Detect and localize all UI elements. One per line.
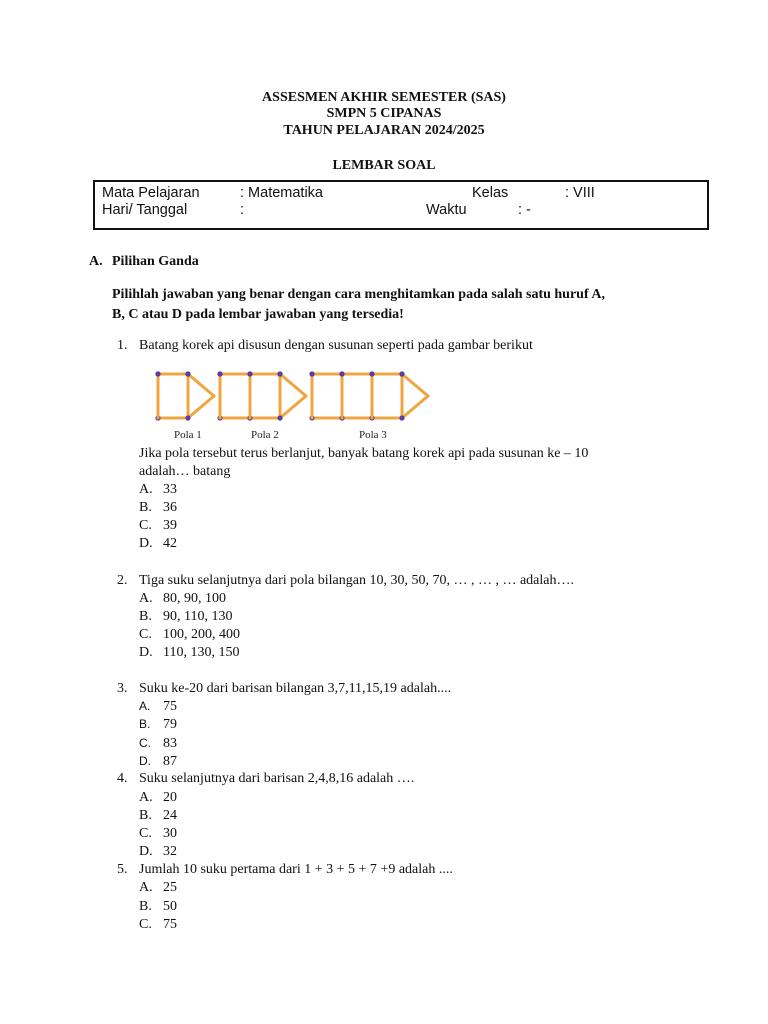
option-letter: C. [139, 627, 152, 642]
option-letter: B. [139, 500, 152, 515]
instruction-line-2: B, C atau D pada lembar jawaban yang tersedia! [112, 307, 404, 322]
option-letter: B. [139, 899, 152, 914]
option-letter: C. [139, 917, 152, 932]
matchstick-head [399, 415, 404, 420]
matchstick [188, 374, 214, 396]
option-letter: A. [139, 591, 153, 606]
question-2-number: 2. [117, 573, 128, 588]
academic-year: TAHUN PELAJARAN 2024/2025 [283, 123, 485, 138]
option-text: 30 [163, 826, 177, 841]
option-text: 25 [163, 880, 177, 895]
matchstick-head [369, 371, 374, 376]
option-text: 75 [163, 917, 177, 932]
question-4-text: Suku selanjutnya dari barisan 2,4,8,16 adalah …. [139, 771, 415, 786]
question-3-number: 3. [117, 681, 128, 696]
option-letter: D. [139, 754, 151, 768]
option-text: 32 [163, 844, 177, 859]
q1-option-c[interactable] [139, 517, 177, 535]
q4-option-c[interactable] [139, 825, 177, 843]
option-letter: C. [139, 518, 152, 533]
matchstick-head [309, 371, 314, 376]
q3-option-d[interactable] [139, 752, 177, 771]
option-text: 83 [163, 736, 177, 751]
matchstick-head [339, 371, 344, 376]
option-letter: B. [139, 609, 152, 624]
option-letter: D. [139, 645, 153, 660]
time-label: Waktu [426, 202, 467, 218]
exam-title: ASSESMEN AKHIR SEMESTER (SAS) [262, 90, 506, 105]
q1-option-d[interactable] [139, 535, 177, 553]
question-5-number: 5. [117, 862, 128, 877]
q4-option-b[interactable] [139, 807, 177, 825]
figure-label-pola-2: Pola 2 [251, 429, 279, 441]
time-value: : - [518, 202, 531, 218]
section-letter: A. [89, 254, 103, 269]
option-text: 110, 130, 150 [163, 645, 240, 660]
q5-option-b[interactable] [139, 898, 177, 916]
option-text: 24 [163, 808, 177, 823]
question-1-number: 1. [117, 338, 128, 353]
q3-option-c[interactable] [139, 734, 177, 753]
matchstick-head [155, 371, 160, 376]
option-text: 80, 90, 100 [163, 591, 226, 606]
option-text: 90, 110, 130 [163, 609, 233, 624]
subject-value: : Matematika [240, 185, 323, 201]
sheet-title: LEMBAR SOAL [332, 158, 436, 173]
section-title: Pilihan Ganda [112, 254, 199, 269]
matchstick-group [155, 371, 428, 420]
option-text: 100, 200, 400 [163, 627, 240, 642]
q1-option-a[interactable] [139, 481, 177, 499]
q2-option-a[interactable] [139, 590, 226, 608]
option-text: 33 [163, 482, 177, 497]
matchstick [280, 374, 306, 396]
matchstick-pattern-figure [150, 366, 440, 442]
option-letter: D. [139, 844, 153, 859]
option-letter: C. [139, 826, 152, 841]
question-3-text: Suku ke-20 dari barisan bilangan 3,7,11,15,19 adalah.... [139, 681, 452, 696]
option-text: 87 [163, 754, 177, 769]
q5-option-c[interactable] [139, 916, 177, 934]
figure-label-pola-1: Pola 1 [174, 429, 202, 441]
subject-label: Mata Pelajaran [102, 185, 200, 201]
question-2-text: Tiga suku selanjutnya dari pola bilangan 10, 30, 50, 70, … , … , … adalah…. [139, 573, 574, 588]
day-value: : [240, 202, 245, 218]
q3-option-a[interactable] [139, 697, 177, 716]
option-letter: A. [139, 482, 153, 497]
q4-option-d[interactable] [139, 843, 177, 861]
option-letter: B. [139, 808, 152, 823]
day-label: Hari/ Tanggal [102, 202, 188, 218]
option-text: 75 [163, 699, 177, 714]
instruction-line-1: Pilihlah jawaban yang benar dengan cara menghitamkan pada salah satu huruf A, [112, 287, 605, 302]
q4-option-a[interactable] [139, 789, 177, 807]
question-4-number: 4. [117, 771, 128, 786]
matchstick-head [185, 415, 190, 420]
question-1-text-continued: Jika pola tersebut terus berlanjut, banyak batang korek api pada susunan ke – 10 [139, 446, 589, 461]
matchstick-head [277, 415, 282, 420]
option-letter: A. [139, 880, 153, 895]
class-label: Kelas [472, 185, 509, 201]
q5-option-a[interactable] [139, 879, 177, 897]
matchstick [188, 396, 214, 418]
q2-option-d[interactable] [139, 644, 239, 662]
q2-option-c[interactable] [139, 626, 240, 644]
matchstick-head [399, 371, 404, 376]
option-text: 50 [163, 899, 177, 914]
matchstick-head [185, 371, 190, 376]
matchstick [280, 396, 306, 418]
question-1-text-end: adalah… batang [139, 464, 231, 479]
option-letter: A. [139, 790, 153, 805]
school-name: SMPN 5 CIPANAS [326, 106, 442, 121]
option-letter: C. [139, 736, 151, 750]
option-text: 36 [163, 500, 177, 515]
option-letter: A. [139, 699, 151, 713]
question-1-text: Batang korek api disusun dengan susunan seperti pada gambar berikut [139, 338, 533, 353]
option-text: 42 [163, 536, 177, 551]
matchstick-head [277, 371, 282, 376]
q1-option-b[interactable] [139, 499, 177, 517]
option-text: 79 [163, 717, 177, 732]
matchstick-head [247, 371, 252, 376]
class-value: : VIII [565, 185, 595, 201]
matchstick-head [217, 371, 222, 376]
question-5-text: Jumlah 10 suku pertama dari 1 + 3 + 5 + 7 +9 adalah .... [139, 862, 453, 877]
q2-option-b[interactable] [139, 608, 232, 626]
q3-option-b[interactable] [139, 715, 177, 734]
option-letter: B. [139, 717, 151, 731]
matchstick [402, 374, 428, 396]
figure-label-pola-3: Pola 3 [359, 429, 387, 441]
option-letter: D. [139, 536, 153, 551]
option-text: 39 [163, 518, 177, 533]
matchstick [402, 396, 428, 418]
option-text: 20 [163, 790, 177, 805]
